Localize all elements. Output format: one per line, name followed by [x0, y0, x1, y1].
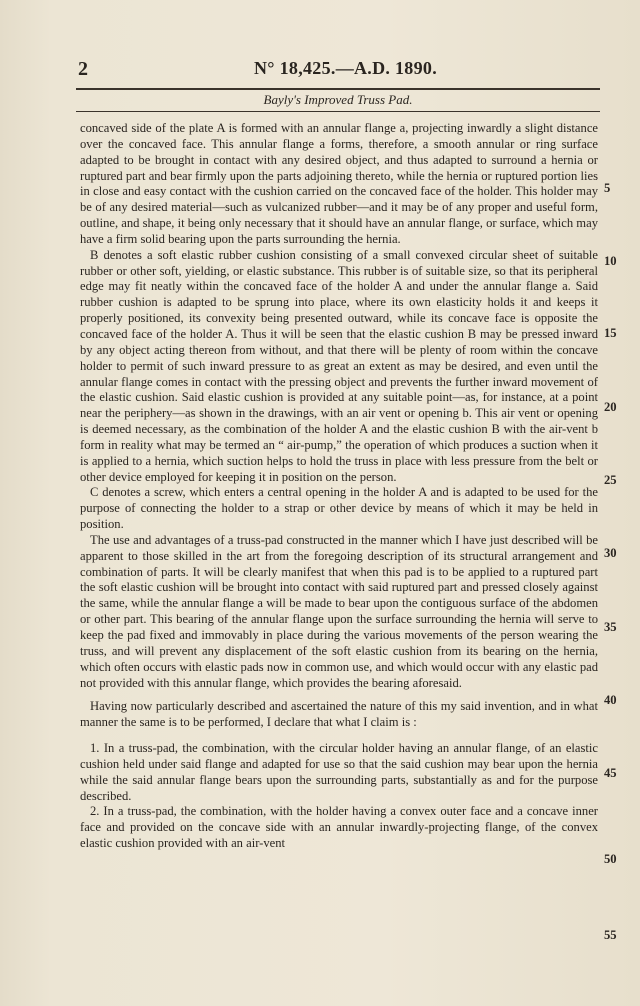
line-number: 25 — [604, 473, 617, 487]
paragraph: The use and advantages of a truss-pad constructed in the manner which I have just described will be apparent to those skilled in the art from the foregoing description of its structural arrangement and combination of parts. It will be clearly manifest that when this pad is to be applied to a ruptured part the soft elastic cushion will be brought into contact with said ruptured part and pressed closely against the same, while the annular flange a will be made to bear upon the contiguous surface of the abdomen or other part. This bearing of the annular flange upon the surface surrounding the hernia will serve to keep the pad fixed and immovably in place during the various movements of the person wearing the truss, and will prevent any displacement of the soft elastic cushion from its bearing on the hernia, which often occurs with elastic pads now in common use, and which would occur with any elastic pad not provided with this annular flange, which provides the bearing aforesaid. — [80, 532, 598, 690]
line-number: 45 — [604, 766, 617, 780]
line-number: 15 — [604, 326, 617, 340]
paragraph: concaved side of the plate A is formed with an annular flange a, projecting inwardly a slight distance over the concaved face. This annular flange a forms, therefore, a smooth annular or ring surface adapted to be brought in contact with any desired object, and thus adapted to surround a hernia or ruptured part and bear firmly upon the parts adjoining thereto, while the hernia or ruptured portion lies in close and easy contact with the cushion carried on the concaved face of the holder. This holder may be of any desired material—such as vulcanized rubber—and it may be of any proper and useful form, outline, and shape, it being only necessary that it should have an annular flange, or surface, which may have a firm solid bearing upon the parts surrounding the hernia. — [80, 121, 598, 246]
claim: 2. In a truss-pad, the combination, with the holder having a convex outer face and a concave inner face and provided on the concave side with an annular inwardly-projecting flange, of the convex elastic cushion provided with an air-vent — [80, 804, 598, 851]
body-text — [80, 121, 598, 852]
title-rule — [76, 111, 600, 112]
line-number: 5 — [604, 181, 611, 195]
header-rule — [76, 88, 600, 90]
line-number: 10 — [604, 254, 617, 268]
line-number: 50 — [604, 852, 617, 866]
claim: 1. In a truss-pad, the combination, with the circular holder having an annular flange, of an elastic cushion held under said flange and adapted for use so that the said cushion may bear upon the hernia while the said annular flange bears upon the surrounding parts, substantially as and for the purpose described. — [80, 741, 598, 803]
page-number: 2 — [78, 58, 88, 80]
line-number: 20 — [604, 400, 617, 414]
running-title: Bayly's Improved Truss Pad. — [263, 92, 413, 107]
paragraph: C denotes a screw, which enters a central opening in the holder A and is adapted to be used for the purpose of connecting the holder to a strap or other device by means of which it may be held in position. — [80, 485, 598, 532]
line-number: 30 — [604, 546, 617, 560]
paragraph: Having now particularly described and ascertained the nature of this my said invention, and in what manner the same is to be performed, I declare that what I claim is : — [80, 699, 598, 730]
paragraph: B denotes a soft elastic rubber cushion consisting of a small convexed circular sheet of suitable rubber or other soft, yielding, or elastic substance. This rubber is of suitable size, so that its peripheral edge may fit neatly within the concaved face of the holder A and under the annular flange a. Said rubber cushion is adapted to be sprung into place, where its own elasticity holds it and keeps it properly positioned, its convexity being presented outward, while its concave face is opposite the concaved face of the holder A. Thus it will be seen that the elastic cushion B may be pressed inward by any object acting thereon from without, and that there will be plenty of room within the concave holder to permit of such inward pressure to as great an extent as may be desired, and even until the annular flange comes in contact with the pressing object and prevents the further inward movement of the elastic cushion. Said elastic cushion is provided at any suitable point—as, for instance, at a point near the periphery—as shown in the drawings, with an air vent or opening b. This air vent or opening is deemed necessary, as the combination of the holder A and the elastic cushion B with the air-vent b form in reality what may be termed an “ air-pump,” the operation of which produces a suction when it is applied to a hernia, which suction helps to hold the truss in place with less pressure from the belt or other device employed for keeping it in position on the person. — [80, 247, 598, 484]
line-number: 55 — [604, 928, 617, 942]
line-number: 35 — [604, 620, 617, 634]
patent-number: N° 18,425.—A.D. 1890. — [254, 58, 437, 78]
line-number: 40 — [604, 693, 617, 707]
page-header — [78, 58, 598, 82]
